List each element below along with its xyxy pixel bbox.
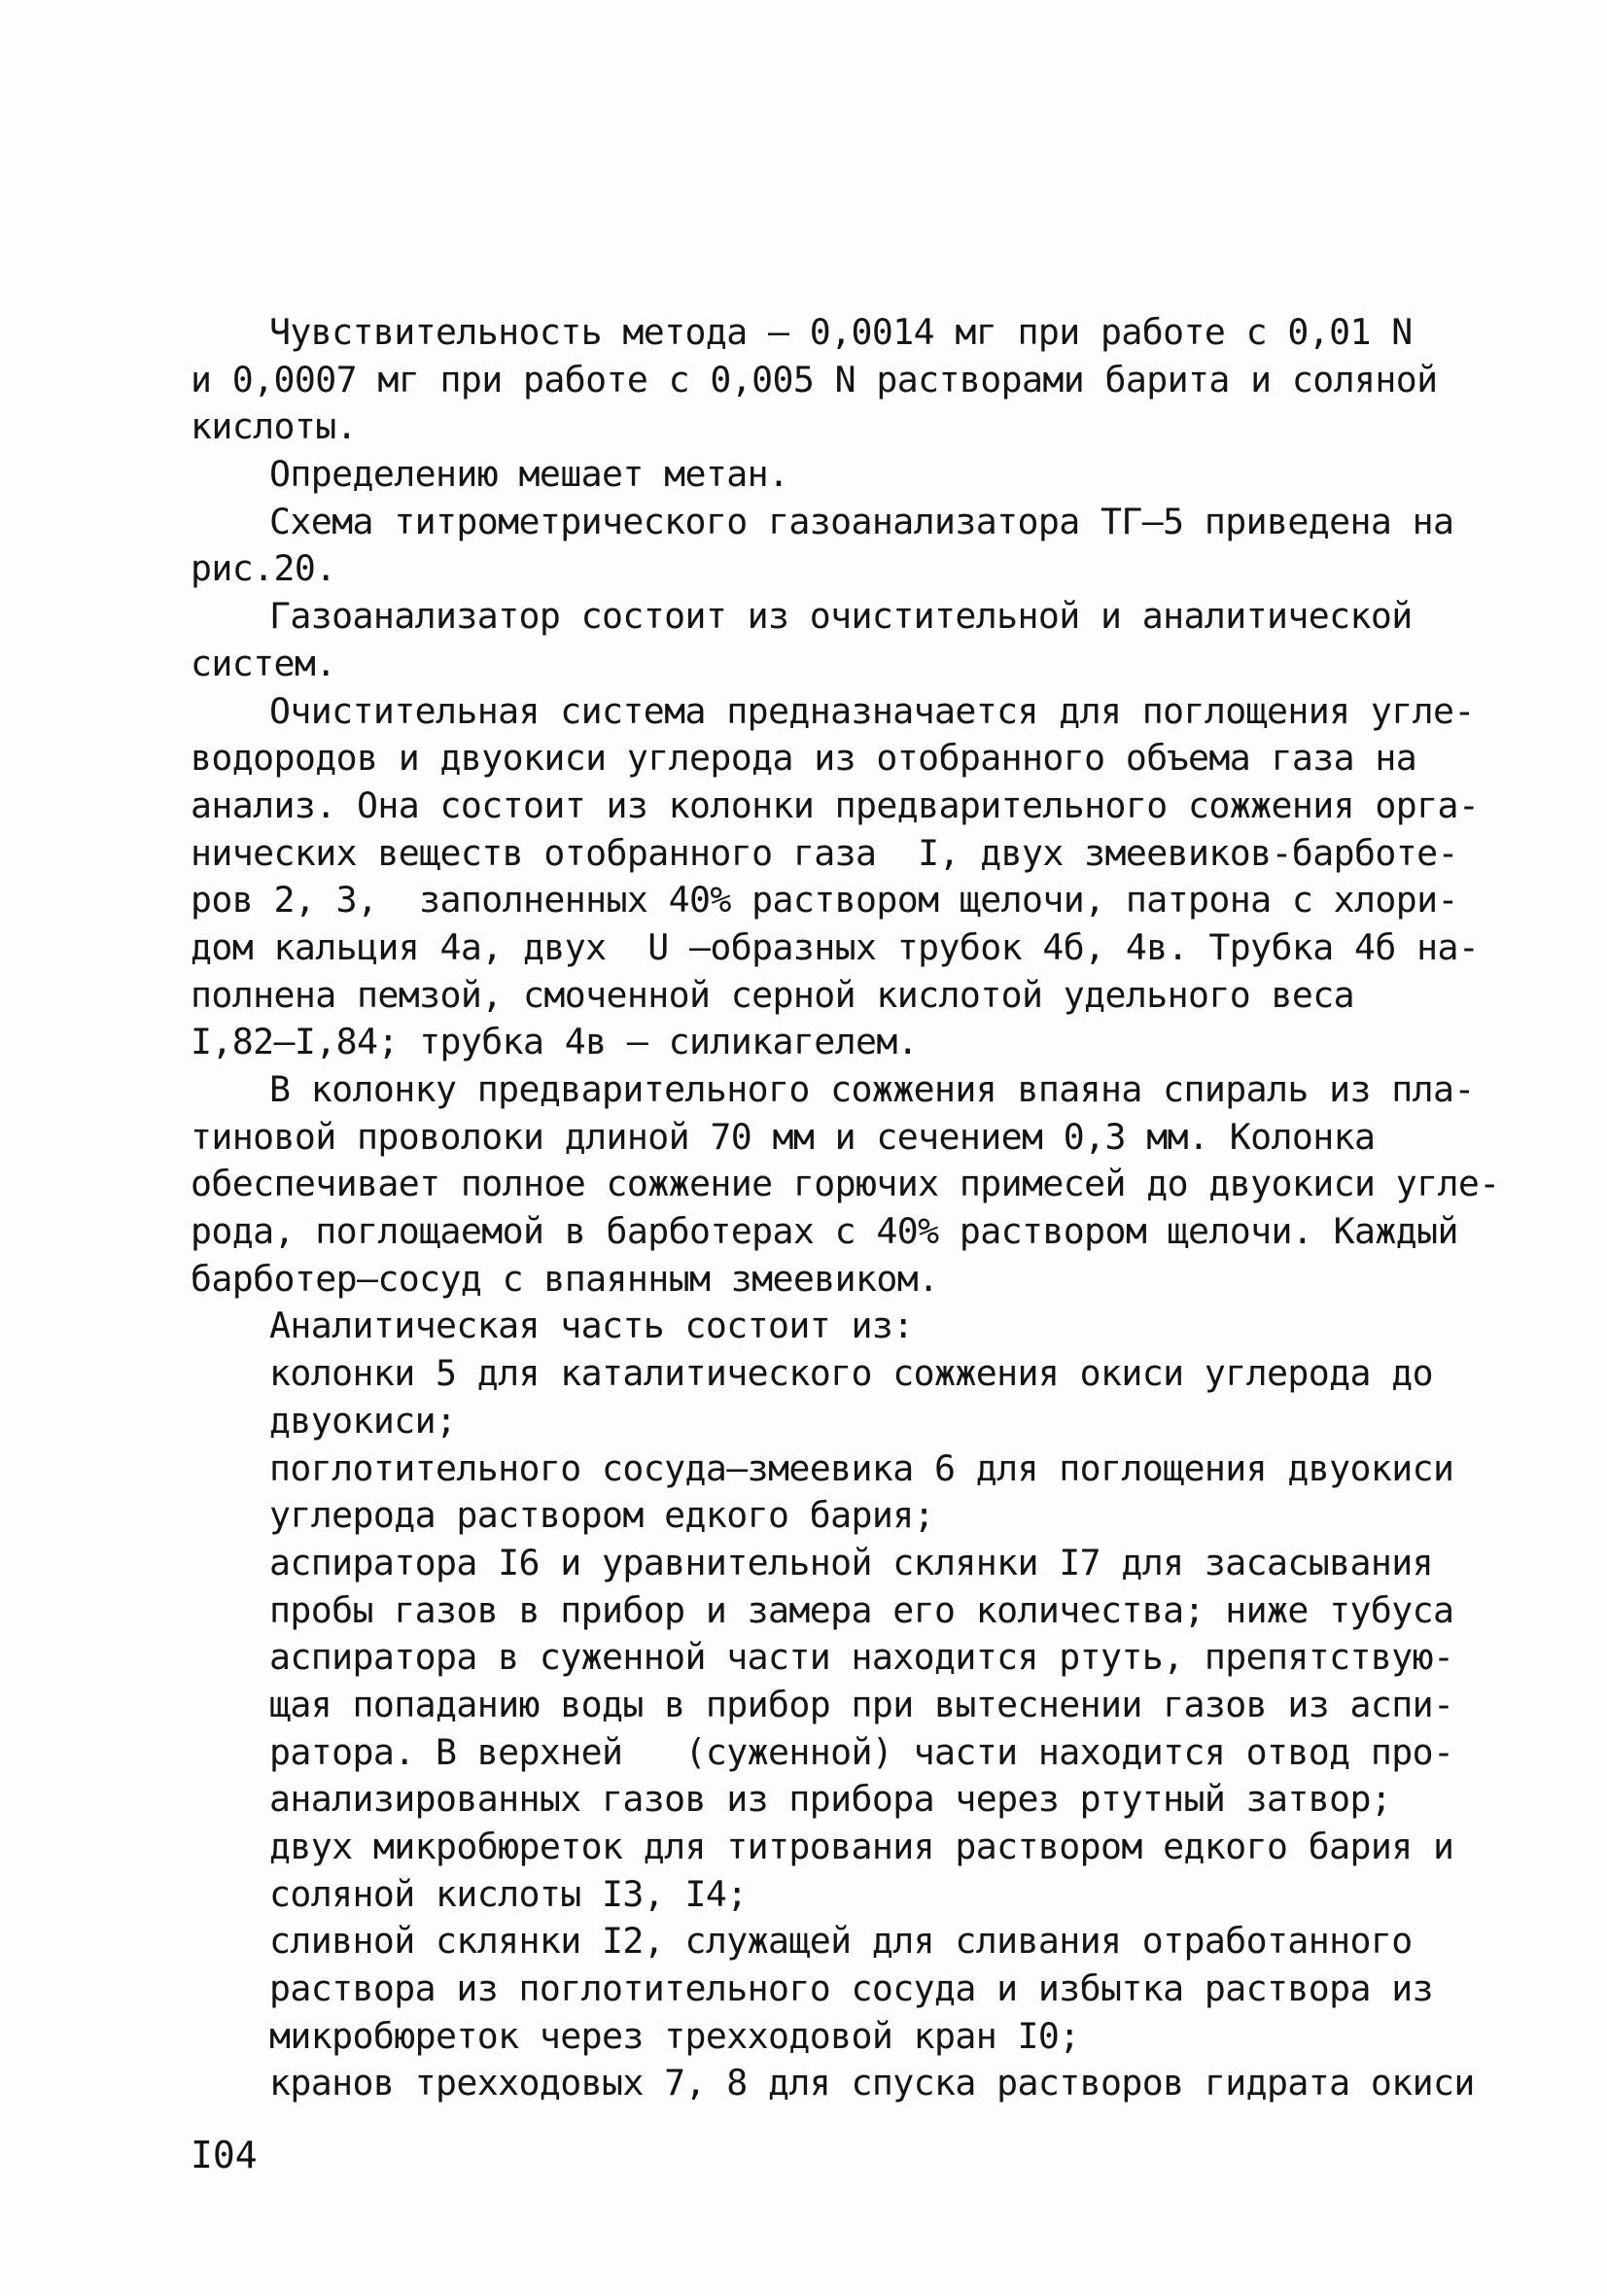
- text-line: кранов трехходовых 7, 8 для спуска растворов гидрата окиси: [269, 2062, 1475, 2105]
- text-line: В колонку предварительного сожжения впаяна спираль из пла-: [269, 1068, 1475, 1110]
- text-line: раствора из поглотительного сосуда и избытка раствора из: [269, 1967, 1433, 2010]
- text-line: ров 2, 3, заполненных 40% раствором щелочи, патрона с хлори-: [191, 879, 1458, 922]
- text-line: рис.20.: [191, 547, 336, 590]
- text-line: пробы газов в прибор и замера его количества; ниже тубуса: [269, 1588, 1454, 1631]
- text-line: двуокиси;: [269, 1399, 457, 1442]
- page-number: I04: [191, 2134, 258, 2176]
- text-line: анализ. Она состоит из колонки предварительного сожжения орга-: [191, 783, 1480, 826]
- text-line: Аналитическая часть состоит из:: [269, 1305, 914, 1347]
- text-line: Очистительная система предназначается для поглощения угле-: [269, 689, 1475, 732]
- text-line: полнена пемзой, смоченной серной кислотой удельного веса: [191, 973, 1354, 1016]
- text-line: углерода раствором едкого бария;: [269, 1494, 934, 1537]
- text-line: Схема титрометрического газоанализатора ТГ–5 приведена на: [269, 500, 1454, 542]
- text-line: сливной склянки I2, служащей для сливания отработанного: [269, 1920, 1413, 1963]
- text-line: Определению мешает метан.: [269, 453, 789, 496]
- text-line: Газоанализатор состоит из очистительной и аналитической: [269, 595, 1413, 638]
- text-line: барботер–сосуд с впаянным змеевиком.: [191, 1257, 939, 1300]
- text-line: кислоты.: [191, 405, 357, 448]
- text-line: обеспечивает полное сожжение горючих примесей до двуокиси угле-: [191, 1163, 1500, 1205]
- text-line: колонки 5 для каталитического сожжения окиси углерода до: [269, 1352, 1433, 1395]
- text-line: соляной кислоты I3, I4;: [269, 1872, 748, 1915]
- text-line: двух микробюреток для титрования раствором едкого бария и: [269, 1826, 1454, 1867]
- text-line: водородов и двуокиси углерода из отобранного объема газа на: [191, 737, 1417, 780]
- text-line: дом кальция 4а, двух U –образных трубок 4б, 4в. Трубка 4б на-: [191, 925, 1480, 968]
- text-line: щая попаданию воды в прибор при вытеснении газов из аспи-: [269, 1683, 1454, 1725]
- text-line: аспиратора I6 и уравнительной склянки I7 для засасывания: [269, 1541, 1433, 1583]
- text-line: рода, поглощаемой в барботерах с 40% раствором щелочи. Каждый: [191, 1210, 1458, 1253]
- text-line: поглотительного сосуда–змеевика 6 для поглощения двуокиси: [269, 1446, 1454, 1489]
- text-line: аспиратора в суженной части находится ртуть, препятствую-: [269, 1636, 1454, 1679]
- text-line: I,82–I,84; трубка 4в – силикагелем.: [191, 1021, 919, 1063]
- text-line: микробюреток через трехходовой кран I0;: [269, 2014, 1080, 2057]
- text-line: анализированных газов из прибора через ртутный затвор;: [269, 1778, 1392, 1821]
- text-line: систем.: [191, 642, 336, 684]
- text-line: нических веществ отобранного газа I, двух змеевиков-барботе-: [191, 831, 1458, 874]
- text-line: тиновой проволоки длиной 70 мм и сечением 0,3 мм. Колонка: [191, 1115, 1376, 1158]
- text-line: ратора. В верхней (суженной) части находится отвод про-: [269, 1730, 1454, 1773]
- body-text: [191, 309, 1500, 2107]
- text-line: и 0,0007 мг при работе с 0,005 N растворами барита и соляной: [191, 358, 1438, 400]
- text-line: Чувствительность метода – 0,0014 мг при работе с 0,01 N: [269, 311, 1413, 353]
